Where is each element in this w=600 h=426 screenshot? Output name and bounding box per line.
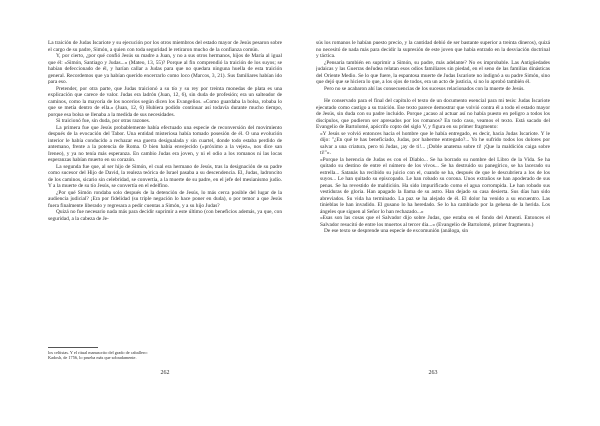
left-page-number: 262 — [160, 370, 170, 376]
paragraph: La traición de Judas Iscariote y su ejecución por los otros miembros del estado mayor de Jesús pesaron sobre el cargo de su padre, Simón, a quien con toda seguridad le retiraron mucho de la confianza común. — [48, 40, 282, 53]
footnote-divider — [48, 347, 98, 348]
paragraph: La segunda fue que, al ser hijo de Simón, el cual era hermano de Jesús, tras la designación de su padre como sucesor del Hijo de David, la realeza teórica de Israel pasaba a su descendencia. El, Judas, ladroncito de los caminos, sicario sin celebridad, se convertía, a la muerte de su padre, en el jefe del mesianismo judío. Y a la muerte de su tío Jesús, se convertía en el edelfino. — [48, 163, 282, 189]
paragraph: La primera fue que Jesús probablemente había efectuado una especie de reconversión del movimiento después de la evocación del Tabor. Una entidad misteriosa había tomado posesión de él. O una evolución interior le había conducido a rechazar esa guerra desigualada y sin cuartel, donde todo estaba perdido de antemano, frente a la potencia de Roma. O bien había envejecido («próximo a la vejez», nos dice san Ireneo), y ya no tenía más esperanza. En cambio Judas era joven, y ni el odio a los romanos ni las locas esperanzas habían muerto en su corazón. — [48, 124, 282, 163]
paragraph: ¿Pensaría también en suprimir a Simón, su padre, más adelante? No es improbable. Las Antigüedades judaicas y las Guerras deJudea relatan esos odios familiares sin piedad, en el seno de las familias dinásticas del Oriente Medio. Se lo que fuere, la espantosa muerte de Judas Iscariote no indignó a su padre Simón, sino que dejó que se hiciera lo que, a los ojos de todos, era un acto de justicia, si no lo aprobó también él. — [316, 59, 550, 85]
footnotes — [48, 350, 282, 361]
paragraph: Si traicionó fue, sin duda, por otras razones. — [56, 118, 151, 124]
paragraph: Pretender, por otra parte, que Judas traicionó a su tío y su rey por treinta monedas de plata es una explicación que carece de valor. Judas era ladrón (Juan, 12, 6), sin duda de profesión; era un salteador de caminos, como la mayoría de los nocerios según dicen los Evangelios. «Como guardaba la bolsa, robaba lo que se metía dentro de ella.» (Juan, 12, 6) Hubiera podido continuar así todavía durante mucho tiempo, porque esa bolsa se llenaba a la medida de sus necesidades. — [48, 85, 282, 118]
quote-paragraph: «Porque la herencia de Judas es con el Diablo... Se ha borrado su nombre del Libro de la Vida. Se ha quitado su destino de entre el número de los vivos... Se ha destruido su panegírico, se ha lacerado su estrella... Satanás ha recibido su juicio con el, cuando se ha, después de que le descubriera a los de los suyos... Le han quitado su episcopado. Le han robado su corona. Unos extraños se han apoderado de sus penas. Se ha revestido de maldición. Ha sido impurificado como el agua corrompida. Le han robado sus vestiduras de gloria. Han apagado la llama de su astro. Han dejado su casa desierta. Sus días han sido abreviados. Su vida ha terminado. La paz se ha alejado de él. El dolor ha venido a su encuentro. Las tinieblas le han invadido. El gusano lo ha heredado. Se lo ha cambiado por la gehena de la herida. Los ángeles que siguen al Señor lo han rechazado...» — [320, 156, 550, 215]
paragraph: sús los romanos le habían puesto precio, y la cantidad debió de ser bastante superior a treinta dineros), quizá no necesitó de nada más para decidir la supresión de este joven que había entrado en la desviación doctrinal y táctica. — [316, 40, 550, 59]
right-page-text — [316, 40, 550, 340]
paragraph: Quizá no fue necesario nada más para decidir suprimir a este último (con beneficios además, ya que, con seguridad, a la cabeza de Je- — [48, 209, 282, 222]
paragraph: Y, por cierto, ¿por qué confió Jesús su madre a Juan, y no a sus otros hermanos, hijos de María al igual que él: «Simón, Santiago y Judas...» (Mateo, 13, 55)? Porque al fin comprendió la traición de los suyos; se habían defeccionado de él, y harían callar a Judas para que no quedara ninguna huella de esta traición general. Recordemos que ya habían querido encerrarlo como loco (Marcos, 3, 21). Sus familiares habían ido para eso. — [48, 53, 282, 85]
paragraph: Pero no se acabaron ahí las consecuencias de los sucesos relacionados con la muerte de Jesús. — [324, 85, 525, 92]
paragraph: De ese texto se desprende una especie de excomunión (análoga, sin — [324, 228, 469, 234]
quote-paragraph: «Esas son las cosas que el Salvador dijo sobre Judas, que estaba en el fondo del Amenti. Entonces el Salvador resucitó de entre los muertos al tercer día...» (Evangelio de Bartolomé, primer fragmento.) — [320, 215, 550, 228]
right-page-number: 263 — [428, 370, 438, 376]
footnote-line: Kadosh, de 1756, lo prueba más que sobradamente. — [48, 355, 137, 361]
left-page-text — [48, 40, 282, 340]
footnote-line: los celtistas. Y el ritual manuscrito del grado de caballero: — [48, 350, 148, 355]
paragraph: He conservado para el final del capítulo el texto de un documento esencial para mi tesis: Judas Iscariote ejecutado como castigo a su traición. Ese texto parece demostrar que volvió contra él a todo el estado mayor de Jesús, sin duda con su padre incluido. Porque ¿acaso al actuar así no había puesto en peligro a todos los discípulos, que pudieron ser apresados por los romanos? En todo caso, veamos el texto. Está sacado del Evangelio de Bartolomé, apócrifo copto del siglo V, y figura en su primer fragmento: — [316, 98, 550, 130]
paragraph: ¿Por qué Simón rondaba solo después de la detención de Jesús, lo más cerca posible del lugar de la audiencia judicial? ¡Era por fidelidad (su triple negación lo hace poner en duda), o por temor a que Jesús fuera finalmente liberado y regresara a pedir cuentas a Simón, y a su hijo Judas? — [48, 189, 282, 209]
quote-paragraph: «Y Jesús se volvió entonces hacia el hombre que le había entregado, es decir, hacia Judas Iscariote. Y le dijo: "¿En qué te has beneficiado, Judas, por haberme entregado?... Yo he sufrido todos los dolores por salvar a una criatura, pero tú Judas, ¡ay de ti!... ¡Doble anatema sobre ti! ¡Que la maldición caiga sobre ti!"». — [320, 130, 550, 156]
